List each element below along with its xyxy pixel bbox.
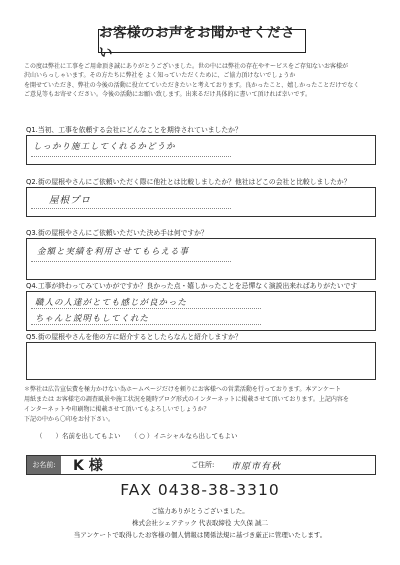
page-title [98,25,306,61]
page-title-text: お客様のお声をお聞かせください [99,25,295,61]
intro-line: 沢山いらっしゃいます。その方たちに弊社を よく知っていただくために、ご協力頂けないでしょうか [24,72,296,80]
intro-line: ご意見等もお寄せください。今後の活動にお願い致します。出来るだけ具体的に書いて頂ければ幸いです。 [24,91,312,99]
notice-line: インターネットや印刷物に掲載させて頂いてもよろしいでしょうか？ [24,406,210,413]
name-label: お名前: [27,456,61,474]
answer-guide-line [31,208,231,209]
footer-company: 株式会社シェアテック 代表取締役 大久保 誠二 [131,519,269,527]
answer-1-line-1: しっかり施工してくれるかどうか [33,142,176,152]
question-4-label: Q4.工事が終わってみていかがですか？良かった点・嬉しかったことを忌憚なく演説出来ればありがたいです [26,282,358,290]
footer-privacy: 当アンケートで取得したお客様の個人情報は関係法規に基づき厳正に管理いたします。 [73,531,327,539]
answer-3-line-1: 金額と実績を利用させてもらえる事 [37,247,190,257]
publication-notice [24,385,378,425]
answer-box-3 [26,238,376,280]
permission-option-name[interactable]: （ ）名前を出してもよい [36,432,121,440]
name-value: K 様 [73,458,103,474]
answer-4-line-2: ちゃんと説明もしてくれた [35,314,150,324]
answer-box-5 [26,342,376,380]
question-1-label: Q1.当初、工事を依頼する会社にどんなことを期待されていましたか？ [26,126,242,134]
permission-options [36,431,246,440]
address-label: ご住所: [191,461,215,469]
intro-text [24,62,378,100]
answer-box-2 [26,187,376,217]
intro-line: この度は弊社に工事をご用命頂き誠にありがとうございました。世の中には弊社の存在やサービスをご存知ないお客様が [24,63,349,70]
permission-option-initial[interactable]: （ ○ ）イニシャルなら出してもよい [130,432,238,440]
answer-guide-line [31,324,261,325]
answer-2-line-1: 屋根プロ [49,195,92,206]
question-2-label: Q2.街の屋根やさんにご依頼いただく際に他社とは比較しましたか？他社はどこの会社と比較しましたか？ [26,178,351,186]
footer-thanks: ご協力ありがとうございました。 [151,507,249,515]
notice-line: ＊弊社は広告宣伝費を極力かけない為ホームページだけを頼りにお客様への営業活動を行っております。本アンケート [24,386,342,393]
answer-guide-line [31,308,261,309]
answer-guide-line [31,156,231,157]
notice-line: 用紙または お客様宅の調査風景や施工状況を随時ブログ形式のインターネットに掲載させて頂いております。上記内容を [24,396,349,403]
contact-bar [26,455,376,475]
answer-box-4 [26,291,376,331]
answer-4-line-1: 職人の人達がとても感じが良かった [35,298,188,308]
fax-number: FAX 0438-38-3310 [120,481,280,499]
intro-line: を開せていただき、弊社の今後の活動に役立てていただきたいと考えております。良かったこと、嬉しかったことだけでなく [24,81,360,89]
notice-line: 下記の中から〇印をお付下さい。 [24,416,115,423]
question-3-label: Q3.街の屋根やさんにご依頼いただいた決め手は何ですか？ [26,229,208,237]
question-5-label: Q5.街の屋根やさんを他の方に紹介するとしたらなんと紹介しますか？ [26,333,242,341]
address-value: 市原市有秋 [231,461,282,472]
answer-guide-line [31,261,231,262]
answer-box-1 [26,135,376,165]
